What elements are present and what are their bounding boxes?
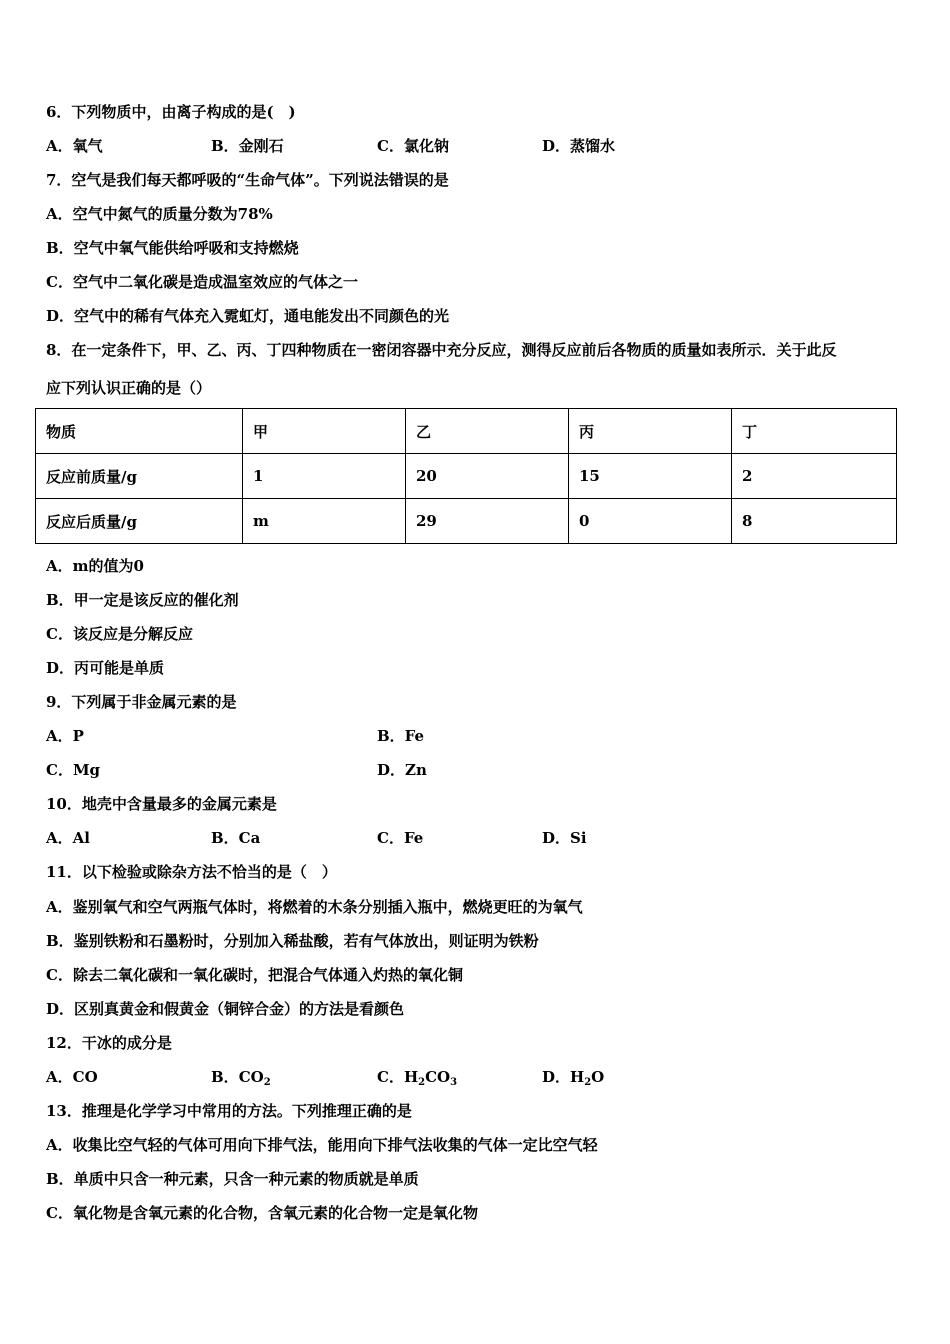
option-letter: A． (46, 1068, 73, 1086)
q9-option-c[interactable]: C．Mg (46, 761, 101, 779)
option-letter: D． (542, 1068, 571, 1086)
table-cell: 8 (732, 499, 897, 544)
q12-option-a[interactable] (46, 1067, 98, 1087)
subscript: 3 (450, 1077, 458, 1088)
q7-option-a[interactable]: A．空气中氮气的质量分数为78% (46, 205, 273, 223)
table-cell: 2 (732, 454, 897, 499)
q9-options-row1 (46, 726, 926, 746)
q6-options (46, 136, 926, 156)
subscript: 2 (263, 1077, 271, 1088)
q13-stem: 13．推理是化学学习中常用的方法。下列推理正确的是 (46, 1102, 412, 1120)
q9-options-row2 (46, 760, 926, 780)
formula-part: CO (238, 1068, 264, 1086)
q9-option-d[interactable]: D．Zn (377, 761, 427, 779)
q13-option-a[interactable]: A．收集比空气轻的气体可用向下排气法，能用向下排气法收集的气体一定比空气轻 (46, 1136, 598, 1154)
table-header-cell: 丙 (569, 409, 732, 454)
q8-option-c[interactable]: C．该反应是分解反应 (46, 625, 193, 643)
q8-stem-line1: 8．在一定条件下，甲、乙、丙、丁四种物质在一密闭容器中充分反应，测得反应前后各物质的质量如表所示．关于此反 (46, 341, 837, 359)
table-header-cell: 乙 (406, 409, 569, 454)
formula-part: CO (425, 1068, 451, 1086)
option-letter: C． (377, 1068, 404, 1086)
subscript: 2 (584, 1077, 592, 1088)
q8-option-d[interactable]: D．丙可能是单质 (46, 659, 165, 677)
q10-option-a[interactable]: A．Al (46, 829, 90, 847)
q12-option-b[interactable] (211, 1067, 271, 1087)
table-cell: 20 (406, 454, 569, 499)
q10-option-b[interactable]: B．Ca (211, 829, 261, 847)
formula-part: O (591, 1068, 605, 1086)
q10-option-d[interactable]: D．Si (542, 829, 587, 847)
table-row (36, 454, 897, 499)
formula: CO (72, 1068, 98, 1086)
q10-option-c[interactable]: C．Fe (377, 829, 424, 847)
q7-option-c[interactable]: C．空气中二氧化碳是造成温室效应的气体之一 (46, 273, 358, 291)
q6-option-b[interactable]: B．金刚石 (211, 137, 284, 155)
mass-table (35, 408, 897, 544)
q13-option-b[interactable]: B．单质中只含一种元素，只含一种元素的物质就是单质 (46, 1170, 419, 1188)
q12-stem: 12．干冰的成分是 (46, 1034, 172, 1052)
q8-option-a[interactable]: A．m的值为0 (46, 557, 144, 575)
q6-option-d[interactable]: D．蒸馏水 (542, 137, 616, 155)
table-cell: 15 (569, 454, 732, 499)
q11-option-a[interactable]: A．鉴别氧气和空气两瓶气体时，将燃着的木条分别插入瓶中，燃烧更旺的为氧气 (46, 898, 583, 916)
q11-option-c[interactable]: C．除去二氧化碳和一氧化碳时，把混合气体通入灼热的氧化铜 (46, 966, 463, 984)
formula-part: H (403, 1068, 419, 1086)
q12-options (46, 1067, 926, 1087)
q10-stem: 10．地壳中含量最多的金属元素是 (46, 795, 277, 813)
q6-option-c[interactable]: C．氯化钠 (377, 137, 449, 155)
formula-part: H (570, 1068, 585, 1086)
table-row (36, 499, 897, 544)
q13-option-c[interactable]: C．氧化物是含氧元素的化合物，含氧元素的化合物一定是氧化物 (46, 1204, 478, 1222)
q8-option-b[interactable]: B．甲一定是该反应的催化剂 (46, 591, 239, 609)
q11-option-b[interactable]: B．鉴别铁粉和石墨粉时，分别加入稀盐酸，若有气体放出，则证明为铁粉 (46, 932, 539, 950)
table-header-cell: 物质 (36, 409, 243, 454)
table-cell: 反应前质量/g (36, 454, 243, 499)
table-header-cell: 丁 (732, 409, 897, 454)
q12-option-d[interactable] (542, 1067, 604, 1087)
table-cell: 1 (243, 454, 406, 499)
q7-option-d[interactable]: D．空气中的稀有气体充入霓虹灯，通电能发出不同颜色的光 (46, 307, 450, 325)
q9-option-b[interactable]: B．Fe (377, 727, 425, 745)
q6-option-a[interactable]: A．氧气 (46, 137, 103, 155)
subscript: 2 (418, 1077, 426, 1088)
q8-stem-line2: 应下列认识正确的是（） (46, 379, 212, 397)
table-cell: 反应后质量/g (36, 499, 243, 544)
table-header-cell: 甲 (243, 409, 406, 454)
q10-options (46, 828, 926, 848)
q12-option-c[interactable] (377, 1067, 457, 1087)
q9-option-a[interactable]: A．P (46, 727, 84, 745)
table-cell: 0 (569, 499, 732, 544)
table-cell: m (243, 499, 406, 544)
q11-option-d[interactable]: D．区别真黄金和假黄金（铜锌合金）的方法是看颜色 (46, 1000, 405, 1018)
table-header-row (36, 409, 897, 454)
q6-stem: 6．下列物质中，由离子构成的是( ) (46, 103, 296, 121)
option-letter: B． (211, 1068, 239, 1086)
q11-stem: 11．以下检验或除杂方法不恰当的是（ ） (46, 863, 337, 881)
q7-stem: 7．空气是我们每天都呼吸的“生命气体”。下列说法错误的是 (46, 171, 449, 189)
q9-stem: 9．下列属于非金属元素的是 (46, 693, 237, 711)
table-cell: 29 (406, 499, 569, 544)
q7-option-b[interactable]: B．空气中氧气能供给呼吸和支持燃烧 (46, 239, 299, 257)
